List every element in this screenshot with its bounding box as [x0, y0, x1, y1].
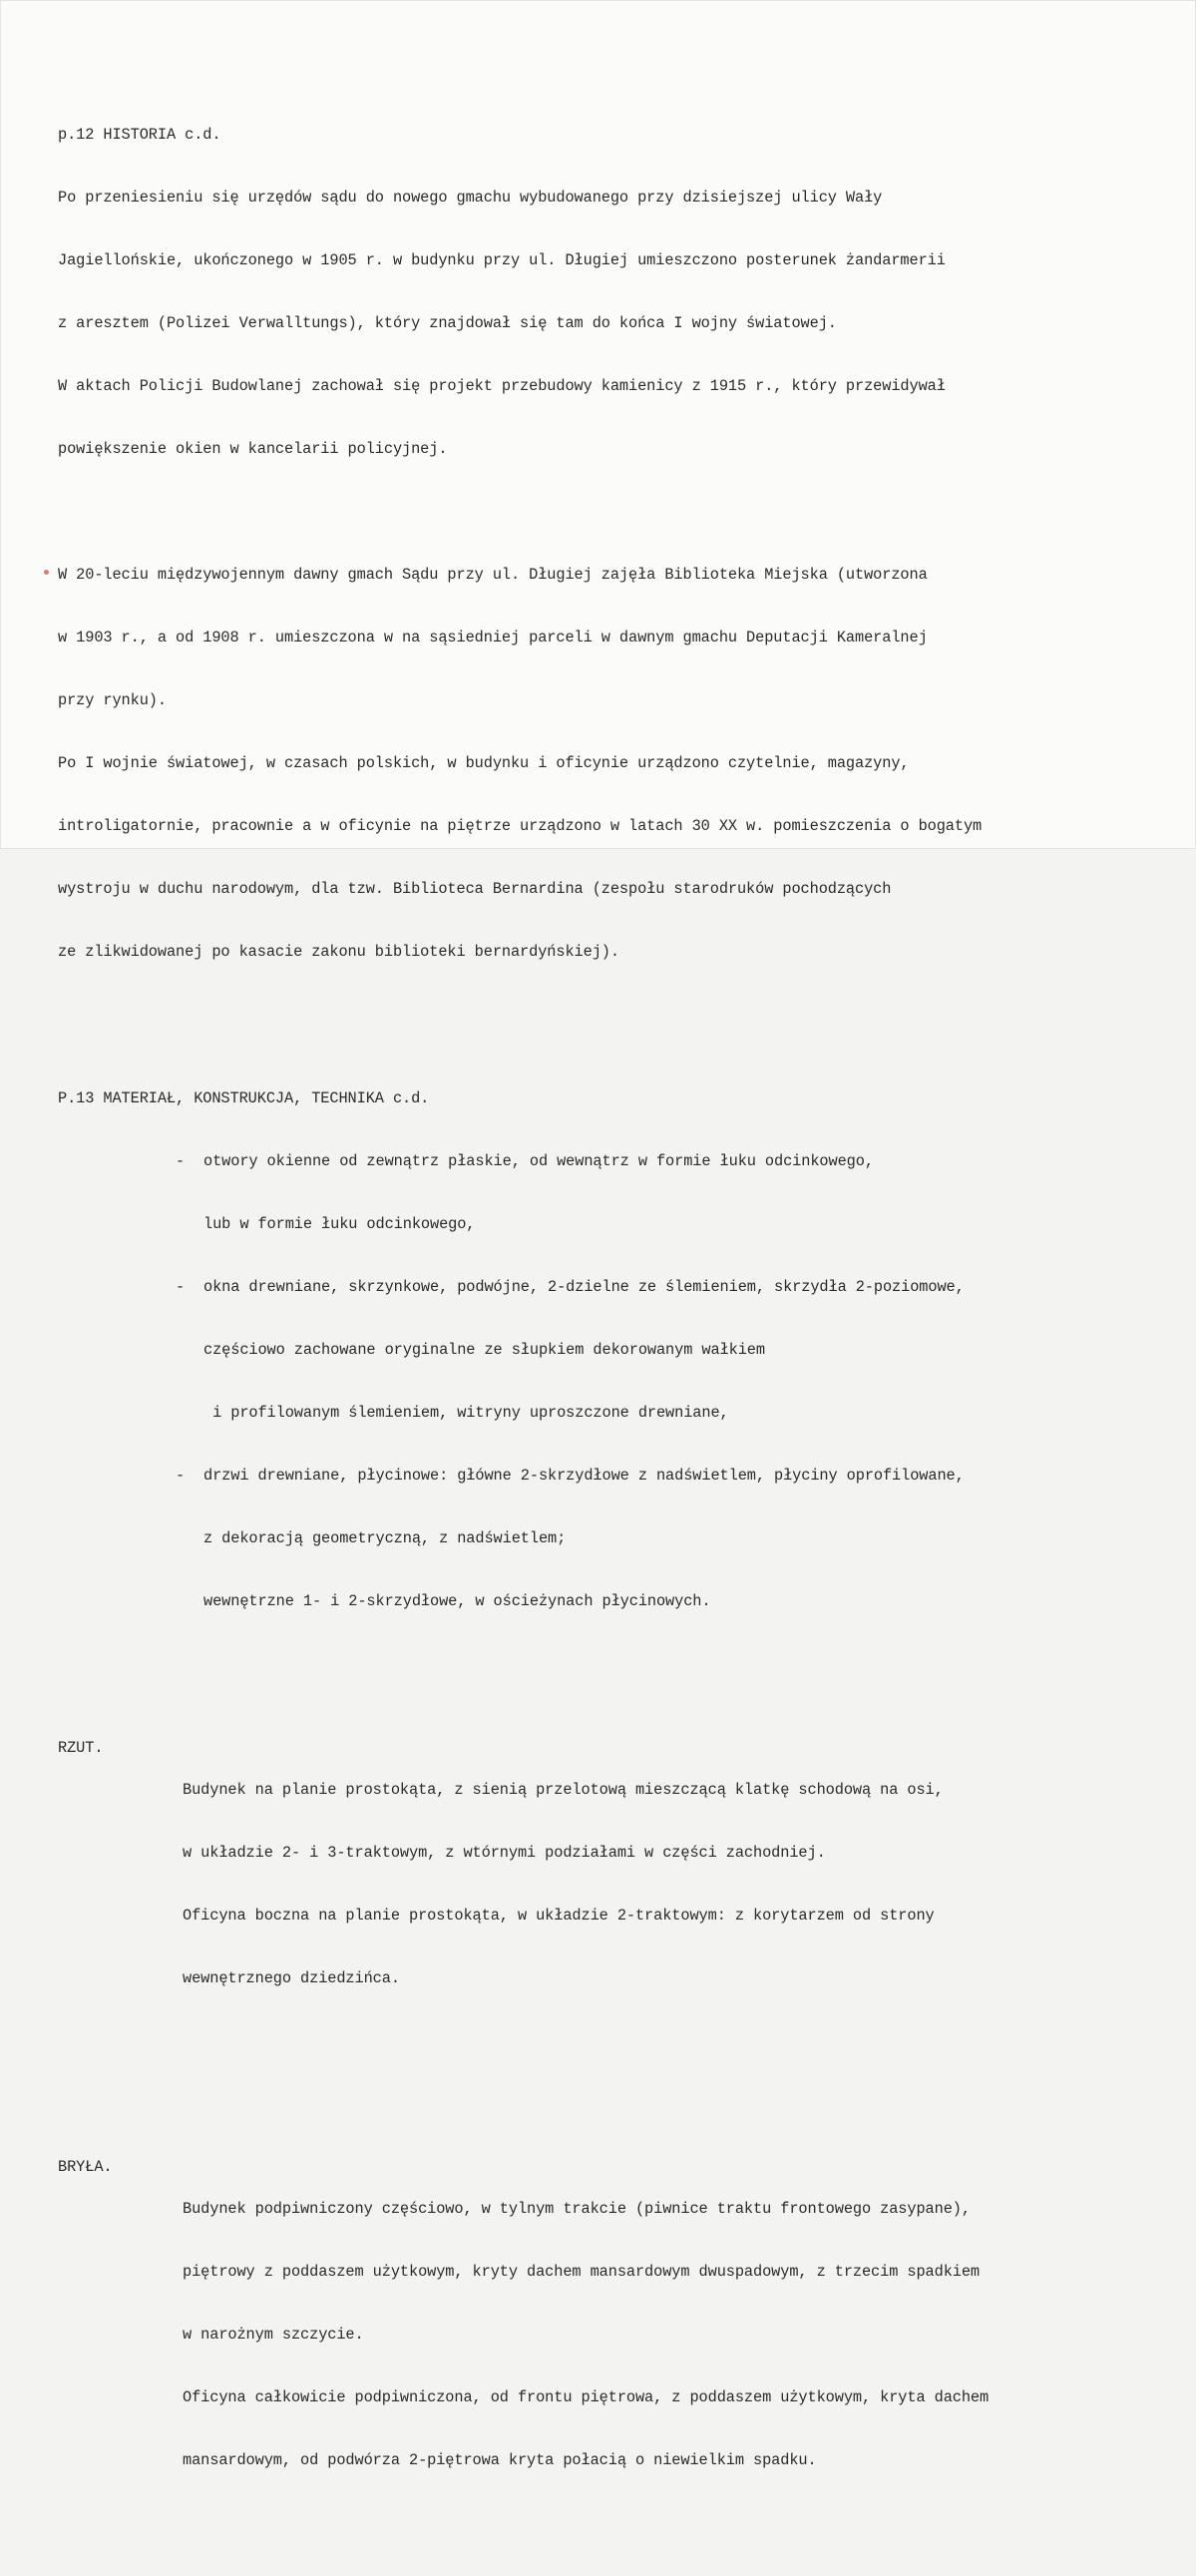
paragraph-gap: [58, 502, 1135, 523]
historia-p2-line: ze zlikwidowanej po kasacie zakonu biblioteki bernardyńskiej).: [58, 943, 619, 961]
bryla-line: mansardowym, od podwórza 2-piętrowa kryta połacią o niewielkim spadku.: [183, 2451, 817, 2469]
material-heading: P.13 MATERIAŁ, KONSTRUKCJA, TECHNIKA c.d.: [58, 1089, 430, 1107]
bryla-line: Budynek podpiwniczony częściowo, w tylnym trakcie (piwnice traktu frontowego zasypane),: [183, 2200, 971, 2218]
material-item-line: - drzwi drewniane, płycinowe: główne 2-skrzydłowe z nadświetlem, płyciny oprofilowane,: [176, 1467, 965, 1485]
historia-p1-line: z aresztem (Polizei Verwalltungs), który znajdował się tam do końca I wojny światowej.: [58, 314, 837, 332]
historia-p2-line: W 20-leciu międzywojennym dawny gmach Sądu przy ul. Długiej zajęła Biblioteka Miejska (utworzona: [58, 566, 928, 584]
rzut-line: Budynek na planie prostokąta, z sienią przelotową mieszczącą klatkę schodową na osi,: [183, 1781, 944, 1799]
material-item-line: częściowo zachowane oryginalne ze słupkiem dekorowanym wałkiem: [203, 1341, 765, 1359]
paragraph-gap: [58, 2073, 1135, 2094]
material-item-line: - okna drewniane, skrzynkowe, podwójne, 2-dzielne ze ślemieniem, skrzydła 2-poziomowe,: [176, 1278, 965, 1296]
rzut-section: [58, 1738, 1135, 2031]
material-item-line: lub w formie łuku odcinkowego,: [203, 1215, 476, 1233]
material-item-line: wewnętrzne 1- i 2-skrzydłowe, w ościeżynach płycinowych.: [203, 1592, 711, 1610]
rzut-line: wewnętrznego dziedzińca.: [183, 1969, 400, 1987]
historia-p2-line: w 1903 r., a od 1908 r. umieszczona w na sąsiedniej parceli w dawnym gmachu Deputacji Kameralnej: [58, 629, 928, 646]
typed-text: [58, 62, 1135, 2576]
rzut-line: w układzie 2- i 3-traktowym, z wtórnymi podziałami w części zachodniej.: [183, 1844, 826, 1862]
ink-dot: [44, 570, 49, 575]
bryla-section: [58, 2157, 1135, 2513]
material-item-line: i profilowanym ślemieniem, witryny uproszczone drewniane,: [203, 1404, 729, 1422]
bryla-label: BRYŁA.: [58, 2158, 113, 2176]
historia-p2-line: introligatornie, pracownie a w oficynie na piętrze urządzono w latach 30 XX w. pomieszczenia o bogatym: [58, 817, 983, 835]
historia-p1-line: W aktach Policji Budowlanej zachował się projekt przebudowy kamienicy z 1915 r., który przewidywał: [58, 377, 946, 395]
bryla-line: Oficyna całkowicie podpiwniczona, od frontu piętrowa, z poddaszem użytkowym, kryta dachem: [183, 2388, 990, 2406]
material-item-line: - otwory okienne od zewnątrz płaskie, od wewnątrz w formie łuku odcinkowego,: [176, 1152, 874, 1170]
historia-heading: p.12 HISTORIA c.d.: [58, 126, 221, 144]
historia-p1-line: Jagiellońskie, ukończonego w 1905 r. w budynku przy ul. Długiej umieszczono posterunek żandarmerii: [58, 251, 946, 269]
historia-p2-line: przy rynku).: [58, 691, 167, 709]
paragraph-gap: [58, 1654, 1135, 1675]
bryla-line: piętrowy z poddaszem użytkowym, kryty dachem mansardowym dwuspadowym, z trzecim spadkiem: [183, 2263, 981, 2281]
material-item-line: z dekoracją geometryczną, z nadświetlem;: [203, 1529, 567, 1547]
paragraph-gap: [58, 1005, 1135, 1026]
historia-p2-line: Po I wojnie światowej, w czasach polskich, w budynku i oficynie urządzono czytelnie, magazyny,: [58, 754, 910, 772]
rzut-line: Oficyna boczna na planie prostokąta, w układzie 2-traktowym: z korytarzem od strony: [183, 1907, 935, 1925]
bryla-line: w narożnym szczycie.: [183, 2326, 364, 2344]
historia-p1-line: powiększenie okien w kancelarii policyjnej.: [58, 440, 448, 458]
historia-p1-line: Po przeniesieniu się urzędów sądu do nowego gmachu wybudowanego przy dzisiejszej ulicy Wały: [58, 189, 883, 207]
historia-p2-line: wystroju w duchu narodowym, dla tzw. Biblioteca Bernardina (zespołu starodruków pochodzących: [58, 880, 892, 898]
rzut-label: RZUT.: [58, 1739, 104, 1757]
